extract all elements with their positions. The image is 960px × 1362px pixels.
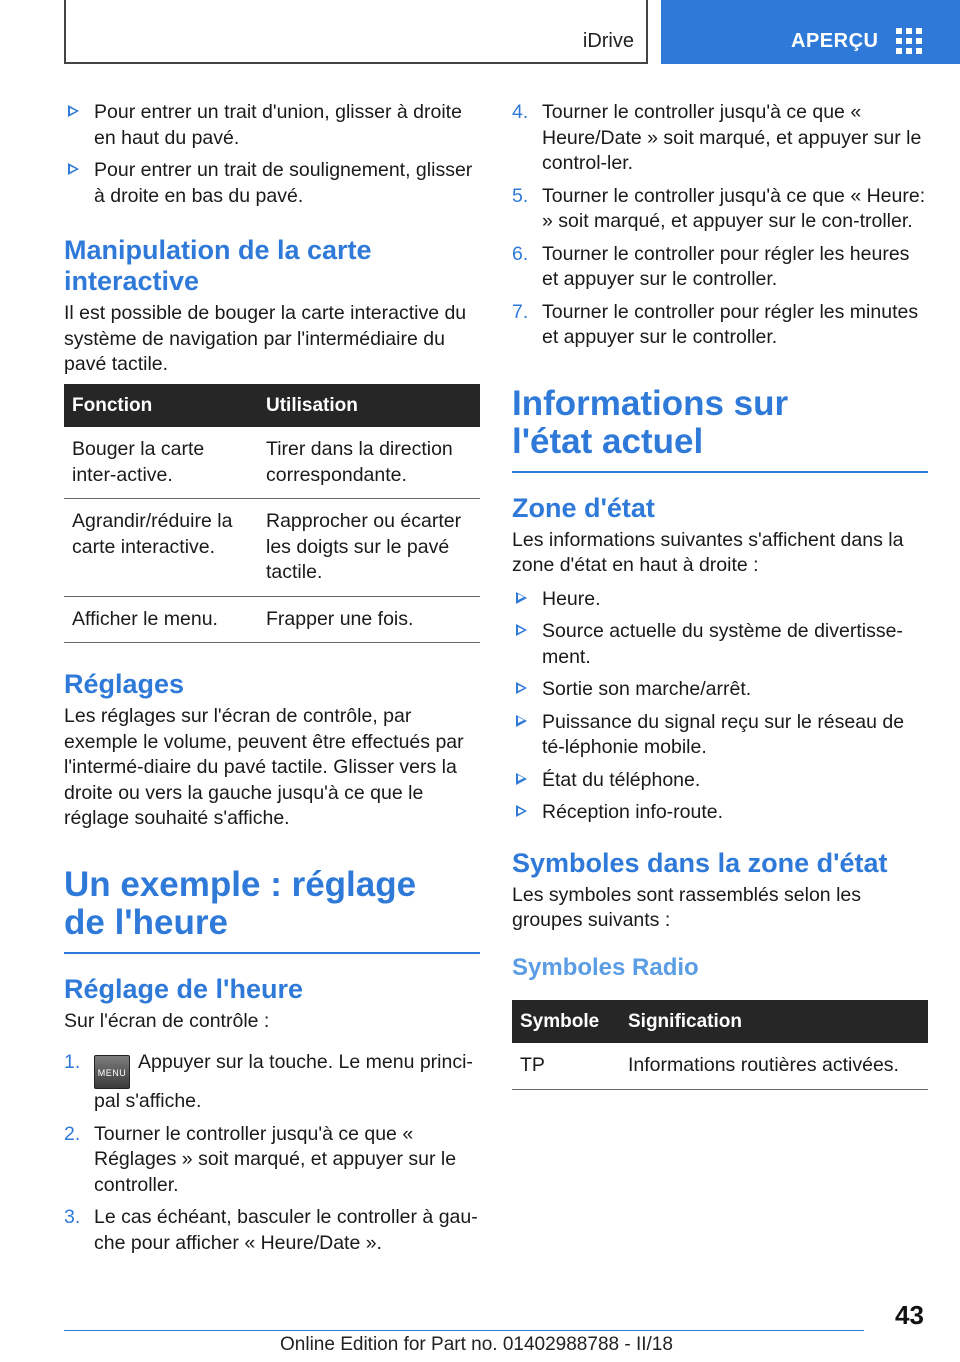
radio-symbols-table: [512, 1000, 928, 1090]
chapter-heading-example: Un exemple : réglage de l'heure: [64, 864, 417, 942]
chapter-heading-info: Informations sur l'état actuel: [512, 383, 789, 461]
step-item: 1. MENU Appuyer sur la touche. Le menu princi-pal s'affiche.: [64, 1051, 473, 1112]
footer-rule: [64, 1330, 864, 1331]
right-column: [512, 100, 928, 1090]
subsection-heading-radio: Symboles Radio: [512, 953, 699, 981]
heure-intro: Sur l'écran de contrôle :: [64, 1009, 270, 1032]
bullet-item: Pour entrer un trait d'union, glisser à droite en haut du pavé.: [64, 100, 480, 151]
section-heading-map: Manipulation de la carte interactive: [64, 235, 372, 296]
symbols-paragraph: Les symboles sont rassemblés selon les groupes suivants :: [512, 883, 861, 931]
table-header-symbole: Symbole: [512, 1000, 620, 1044]
bullet-item: État du téléphone.: [512, 768, 928, 794]
table-header-signification: Signification: [620, 1000, 928, 1044]
section-heading-zone: Zone d'état: [512, 492, 655, 523]
bullet-item: Source actuelle du système de divertisse-ment.: [512, 619, 928, 670]
triangle-bullet-icon: [516, 624, 527, 636]
left-column: [64, 100, 480, 1263]
section-heading-heure: Réglage de l'heure: [64, 973, 303, 1004]
step-item: 6. Tourner le controller pour régler les heures et appuyer sur le controller.: [512, 242, 910, 290]
page-number: 43: [895, 1300, 924, 1330]
grid-icon: [896, 28, 924, 54]
bullet-item: Pour entrer un trait de soulignement, glisser à droite en bas du pavé.: [64, 158, 480, 209]
step-item: 7. Tourner le controller pour régler les minutes et appuyer sur le controller.: [512, 300, 919, 348]
table-header-utilisation: Utilisation: [258, 384, 480, 428]
heading-rule: [512, 471, 928, 473]
table-row: Agrandir/réduire la carte interactive. Rapprocher ou écarter les doigts sur le pavé tactile.: [64, 499, 480, 597]
reglages-paragraph: Les réglages sur l'écran de contrôle, par exemple le volume, peuvent être effectués par l'intermé-diaire du pavé tactile. Glisser vers la droite ou vers la gauche jusqu'à ce que le réglage souhaité s'affiche.: [64, 705, 464, 829]
triangle-bullet-icon: [516, 715, 527, 727]
triangle-bullet-icon: [516, 773, 527, 785]
bullet-item: Heure.: [512, 587, 928, 613]
bullet-item: Réception info-route.: [512, 800, 928, 826]
step-item: 3. Le cas échéant, basculer le controller à gau-che pour afficher « Heure/Date ».: [64, 1206, 478, 1254]
bullet-item: Puissance du signal reçu sur le réseau de té-léphonie mobile.: [512, 710, 928, 761]
heading-rule: [64, 952, 480, 954]
map-table: [64, 384, 480, 644]
step-item: 2. Tourner le controller jusqu'à ce que « Réglages » soit marqué, et appuyer sur le controller.: [64, 1122, 457, 1196]
header-title-box: [64, 0, 648, 64]
triangle-bullet-icon: [68, 105, 79, 117]
triangle-bullet-icon: [516, 592, 527, 604]
table-row: TP Informations routières activées.: [512, 1043, 928, 1089]
triangle-bullet-icon: [516, 805, 527, 817]
step-item: 4. Tourner le controller jusqu'à ce que « Heure/Date » soit marqué, et appuyer sur le control-ler.: [512, 101, 922, 174]
zone-paragraph: Les informations suivantes s'affichent dans la zone d'état en haut à droite :: [512, 528, 904, 576]
triangle-bullet-icon: [68, 163, 79, 175]
table-header-fonction: Fonction: [64, 384, 258, 428]
map-paragraph: Il est possible de bouger la carte interactive du système de navigation par l'intermédiaire du pavé tactile.: [64, 302, 467, 375]
footer-edition-text: Online Edition for Part no. 01402988788 - II/18: [280, 1334, 673, 1355]
triangle-bullet-icon: [516, 682, 527, 694]
bullet-item: Sortie son marche/arrêt.: [512, 677, 928, 703]
table-row: Bouger la carte inter-active. Tirer dans la direction correspondante.: [64, 427, 480, 499]
menu-button-icon: MENU: [94, 1055, 130, 1089]
overview-tab[interactable]: [661, 0, 960, 64]
header-title: iDrive: [582, 30, 634, 52]
overview-tab-label: APERÇU: [791, 30, 879, 52]
step-item: 5. Tourner le controller jusqu'à ce que « Heure: » soit marqué, et appuyer sur le con-troller.: [512, 184, 926, 232]
section-heading-reglages: Réglages: [64, 669, 185, 699]
section-heading-symbols: Symboles dans la zone d'état: [512, 847, 888, 878]
table-row: Afficher le menu. Frapper une fois.: [64, 596, 480, 643]
